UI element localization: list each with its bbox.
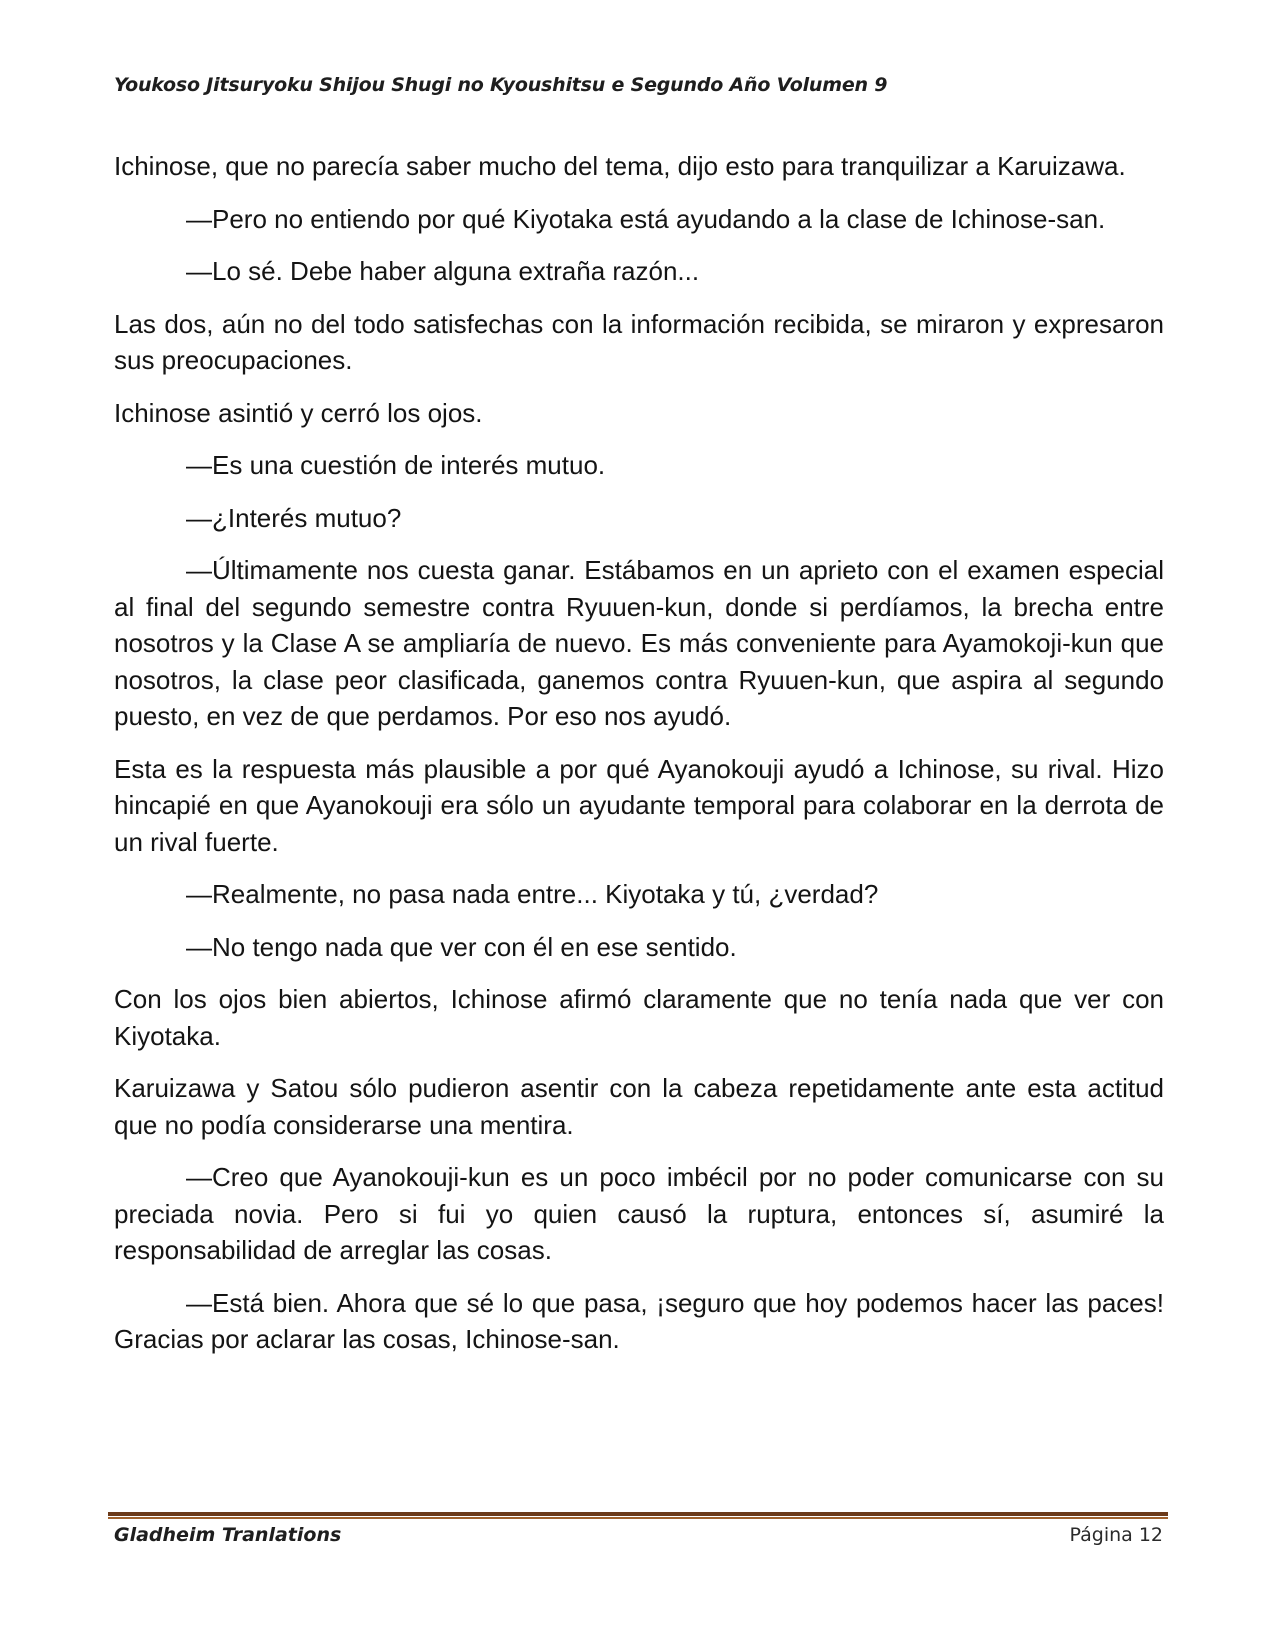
footer-divider (108, 1512, 1168, 1519)
paragraph: Esta es la respuesta más plausible a por qué Ayanokouji ayudó a Ichinose, su rival. Hizo hincapié en que Ayanokouji era sólo un ayudante temporal para colaborar en la derrota de un rival fuerte. (114, 753, 1164, 857)
paragraph: —Últimamente nos cuesta ganar. Estábamos en un aprieto con el examen especial al final del segundo semestre contra Ryuuen-kun, donde si perdíamos, la brecha entre nosotros y la Clase A se ampliaría de nuevo. Es más conveniente para Ayamokoji-kun que nosotros, la clase peor clasificada, ganemos contra Ryuuen-kun, que aspira al segundo puesto, en vez de que perdamos. Por eso nos ayudó. (114, 555, 1164, 731)
page-label: Página (1069, 1524, 1133, 1546)
paragraph: —No tengo nada que ver con él en ese sentido. (186, 931, 737, 962)
footer-divider-thin-line (108, 1517, 1168, 1519)
footer-divider-thick-line (108, 1512, 1168, 1516)
paragraph: —Es una cuestión de interés mutuo. (186, 450, 606, 480)
page-number: 12 (1138, 1524, 1163, 1546)
paragraph: —Realmente, no pasa nada entre... Kiyotaka y tú, ¿verdad? (186, 879, 879, 909)
paragraph: —Pero no entiendo por qué Kiyotaka está ayudando a la clase de Ichinose-san. (186, 203, 1106, 234)
paragraph: Con los ojos bien abiertos, Ichinose afirmó claramente que no tenía nada que ver con Kiyotaka. (114, 984, 1164, 1051)
paragraph: Karuizawa y Satou sólo pudieron asentir con la cabeza repetidamente ante esta actitud que no podía considerarse una mentira. (114, 1073, 1164, 1140)
body-text (114, 148, 1164, 1374)
paragraph: —¿Interés mutuo? (186, 502, 402, 533)
paragraph: —Creo que Ayanokouji-kun es un poco imbécil por no poder comunicarse con su preciada novia. Pero si fui yo quien causó la ruptura, entonces sí, asumiré la responsabilidad de arreglar las cosas. (114, 1162, 1164, 1265)
footer-credit: Gladheim Tranlations (114, 1524, 342, 1546)
paragraph: Las dos, aún no del todo satisfechas con la información recibida, se miraron y expresaron sus preocupaciones. (114, 308, 1164, 375)
running-header-title: Youkoso Jitsuryoku Shijou Shugi no Kyoushitsu e Segundo Año Volumen 9 (114, 74, 888, 96)
footer-page-indicator (1070, 1524, 1163, 1546)
paragraph: Ichinose, que no parecía saber mucho del tema, dijo esto para tranquilizar a Karuizawa. (114, 151, 1126, 181)
paragraph: —Lo sé. Debe haber alguna extraña razón... (186, 256, 700, 286)
paragraph: —Está bien. Ahora que sé lo que pasa, ¡seguro que hoy podemos hacer las paces! Gracias por aclarar las cosas, Ichinose-san. (114, 1287, 1164, 1354)
paragraph: Ichinose asintió y cerró los ojos. (114, 397, 483, 428)
